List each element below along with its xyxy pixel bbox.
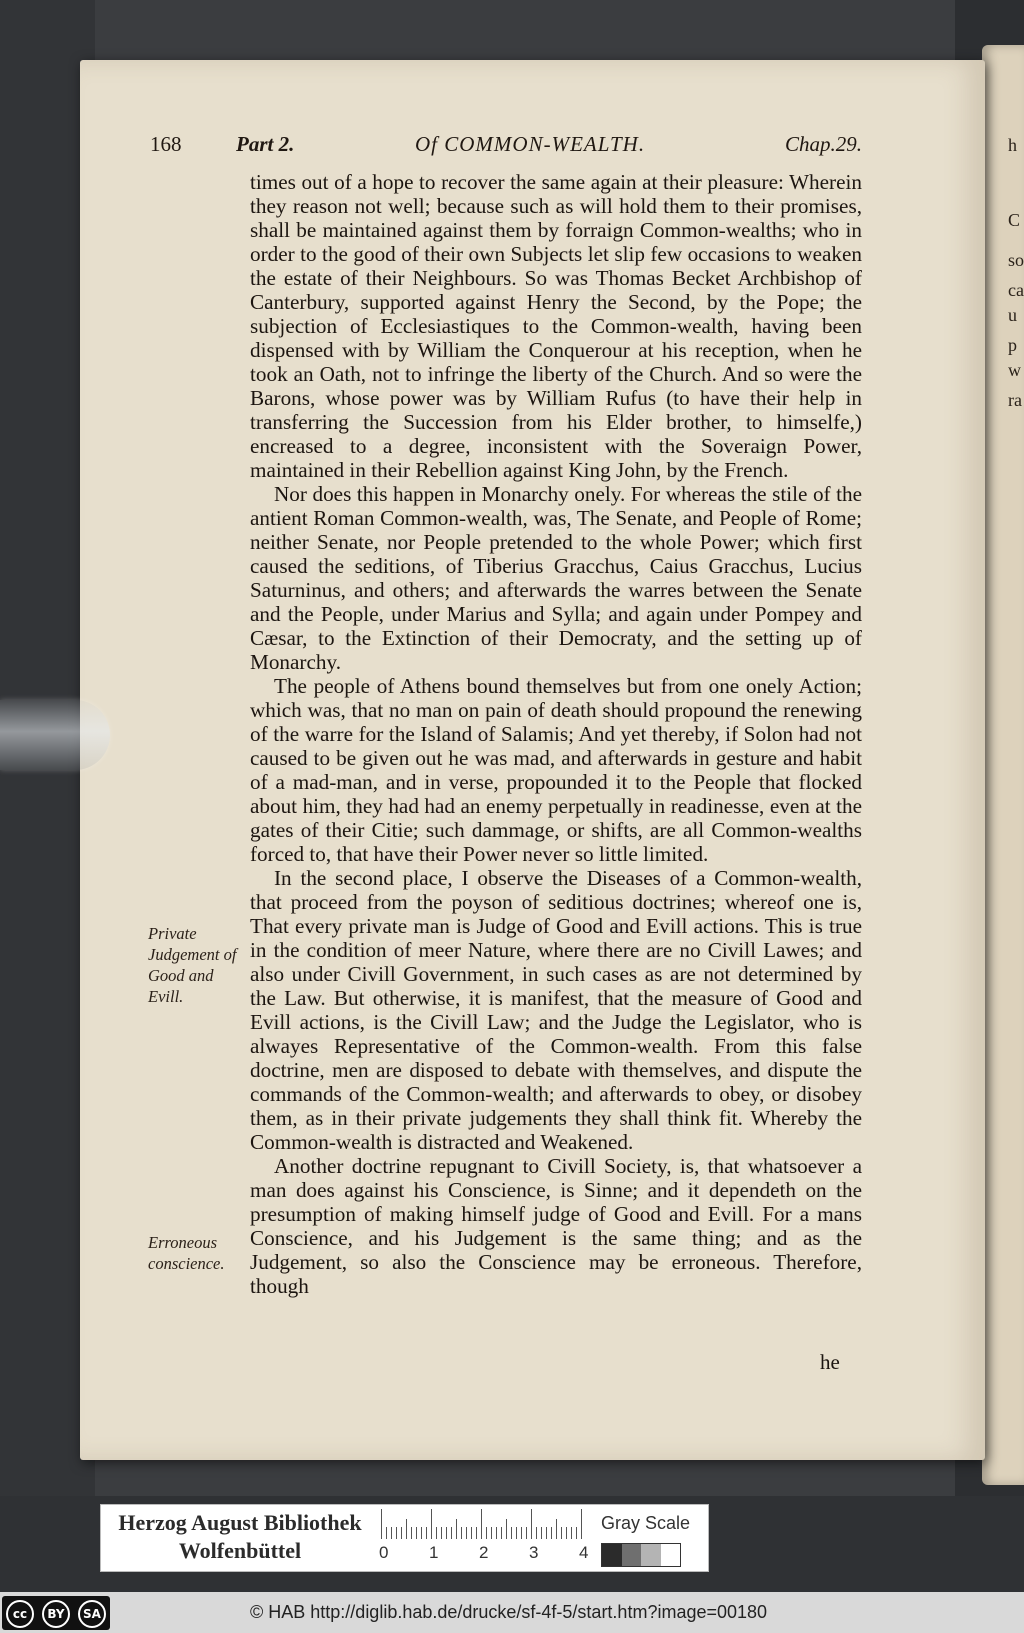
chapter-label: Chap.29. xyxy=(784,132,862,156)
paragraph: Nor does this happen in Monarchy onely. For whereas the stile of the antient Roman Common-wealth, was, The Senate, and People of Rome; neither Senate, nor People pretended to the whole Power; which first caused the seditions, of Tiberius Gracchus, Caius Gracchus, Lucius Saturninus, and others; and afterwards the warres between the Senate and the People, under Marius and Sylla; and again under Pompey and Cæsar, to the Extinction of their Democraty, and the setting up of Monarchy. xyxy=(250,482,862,674)
paragraph: In the second place, I observe the Diseases of a Common-wealth, that proceed from the poyson of seditious doctrines; whereof one is, That every private man is Judge of Good and Evill actions. This is true in the condition of meer Nature, where there are no Civill Lawes; and also under Civill Government, in such cases as are not determined by the Law. But otherwise, it is manifest, that the measure of Good and Evill actions, is the Civill Law; and the Judge the Legislator, who is alwayes Representative of the Common-wealth. From this false doctrine, men are disposed to debate with themselves, and dispute the commands of the Common-wealth; and afterwards to obey, or disobey them, as in their private judgements they shall think fit. Whereby the Common-wealth is distracted and Weakened. xyxy=(250,866,862,1154)
institution-line-2: Wolfenbüttel xyxy=(178,1538,302,1563)
ruler-tick xyxy=(451,1527,452,1539)
ruler-tick xyxy=(401,1527,402,1539)
ruler-tick xyxy=(486,1527,487,1539)
scale-number: 2 xyxy=(479,1543,489,1562)
scale-number: 3 xyxy=(529,1543,539,1562)
ruler-tick xyxy=(576,1527,577,1539)
page-number: 168 xyxy=(150,132,182,156)
paragraph: Another doctrine repugnant to Civill Society, is, that whatsoever a man does against his Conscience, is Sinne; and it dependeth on the presumption of making himself judge of Good and Evill. For a mans Conscience, and his Judgement is the same thing; and as the Judgement, so also the Conscience may be erroneous. Therefore, though xyxy=(250,1154,862,1298)
ruler-tick xyxy=(536,1527,537,1539)
ruler-tick xyxy=(386,1527,387,1539)
cc-license-badge[interactable] xyxy=(2,1596,110,1630)
margin-note-private-judgement: Private Judgement of Good and Evill. xyxy=(148,924,237,1006)
next-page-fragment: h xyxy=(1008,135,1017,155)
ruler-tick xyxy=(436,1527,437,1539)
ruler-tick xyxy=(411,1527,412,1539)
ruler-tick xyxy=(546,1527,547,1539)
scale-number: 0 xyxy=(379,1543,389,1562)
gray-swatch xyxy=(641,1544,661,1566)
ruler-tick xyxy=(456,1519,457,1539)
ruler-tick xyxy=(381,1509,382,1539)
gray-scale-label: Gray Scale xyxy=(601,1513,691,1533)
cc-icon: cc xyxy=(6,1600,34,1628)
by-icon: BY xyxy=(42,1600,70,1628)
scale-ruler xyxy=(381,1509,591,1539)
scale-number: 1 xyxy=(429,1543,439,1562)
ruler-tick xyxy=(581,1509,582,1539)
next-page-fragment: ra xyxy=(1008,390,1022,410)
ruler-tick xyxy=(391,1527,392,1539)
ruler-tick xyxy=(541,1527,542,1539)
ruler-tick xyxy=(531,1509,532,1539)
gray-swatch xyxy=(622,1544,642,1566)
ruler-tick xyxy=(416,1527,417,1539)
ruler-tick xyxy=(446,1527,447,1539)
catchword: he xyxy=(820,1350,840,1374)
ruler-tick xyxy=(431,1509,432,1539)
margin-note-erroneous-conscience: Erroneous conscience. xyxy=(148,1233,225,1273)
ruler-tick xyxy=(406,1519,407,1539)
ruler-tick xyxy=(506,1519,507,1539)
ruler-tick xyxy=(461,1527,462,1539)
gray-swatch xyxy=(602,1544,622,1566)
ruler-tick xyxy=(471,1527,472,1539)
ruler-tick xyxy=(466,1527,467,1539)
ruler-tick xyxy=(501,1527,502,1539)
gray-swatch xyxy=(661,1544,681,1566)
next-page-fragment: w xyxy=(1008,360,1021,380)
ruler-tick xyxy=(476,1527,477,1539)
ruler-tick xyxy=(441,1527,442,1539)
ruler-tick xyxy=(566,1527,567,1539)
next-page-fragment: u xyxy=(1008,305,1017,325)
ruler-tick xyxy=(511,1527,512,1539)
ruler-tick xyxy=(556,1519,557,1539)
scale-number: 4 xyxy=(579,1543,589,1562)
license-bar xyxy=(0,1592,1024,1633)
next-page-edge xyxy=(982,45,1024,1485)
sa-icon: SA xyxy=(78,1600,106,1628)
ruler-tick xyxy=(516,1527,517,1539)
paragraph: The people of Athens bound themselves but from one onely Action; which was, that no man on pain of death should propound the renewing of the warre for the Island of Salamis; And yet thereby, if Solon had not caused to be given out he was mad, and afterwards in gesture and habit of a mad-man, and in verse, propounded it to the People that flocked about him, they had had an enemy perpetually in readinesse, even at the gates of their Citie; such dammage, or shifts, are all Common-wealths forced to, that have their Power never so little limited. xyxy=(250,674,862,866)
scale-numbers xyxy=(379,1543,609,1567)
next-page-fragment: p xyxy=(1008,335,1017,355)
glass-page-clamp xyxy=(0,700,110,770)
ruler-tick xyxy=(551,1527,552,1539)
ruler-tick xyxy=(396,1527,397,1539)
ruler-tick xyxy=(481,1509,482,1539)
ruler-tick xyxy=(496,1527,497,1539)
next-page-fragment: ca xyxy=(1008,280,1024,300)
ruler-tick xyxy=(571,1527,572,1539)
body-text xyxy=(250,170,862,1298)
ruler-tick xyxy=(421,1527,422,1539)
running-title: Of COMMON-WEALTH. xyxy=(415,132,646,156)
running-head xyxy=(150,132,862,162)
ruler-tick xyxy=(491,1527,492,1539)
institution-line-1: Herzog August Bibliothek xyxy=(118,1510,362,1535)
ruler-tick xyxy=(561,1527,562,1539)
gray-scale-swatches xyxy=(601,1543,681,1567)
ruler-tick xyxy=(426,1527,427,1539)
next-page-fragment: so xyxy=(1008,250,1024,270)
next-page-fragment: C xyxy=(1008,210,1021,230)
ruler-tick xyxy=(526,1527,527,1539)
license-url-text[interactable]: © HAB http://diglib.hab.de/drucke/sf-4f-5/start.htm?image=00180 xyxy=(250,1602,768,1622)
color-calibration-bar xyxy=(100,1504,709,1572)
institution-name xyxy=(109,1509,371,1565)
paragraph: times out of a hope to recover the same again at their pleasure: Wherein they reason not well; because such as will hold them to their promises, shall be maintained against them by forraign Common-wealths; who in order to the good of their own Subjects let slip few occasions to weaken the estate of their Neighbours. So was Thomas Becket Archbishop of Canterbury, supported against Henry the Second, by the Pope; the subjection of Ecclesiastiques to the Common-wealth, having been dispensed with by William the Conquerour at his reception, when he took an Oath, not to infringe the liberty of the Church. And so were the Barons, whose power was by William Rufus (to have their help in transferring the Succession from his Elder brother, to himselfe,) encreased to a degree, inconsistent with the Soveraign Power, maintained in their Rebellion against King John, by the French. xyxy=(250,170,862,482)
ruler-tick xyxy=(521,1527,522,1539)
part-label: Part 2. xyxy=(236,132,295,156)
